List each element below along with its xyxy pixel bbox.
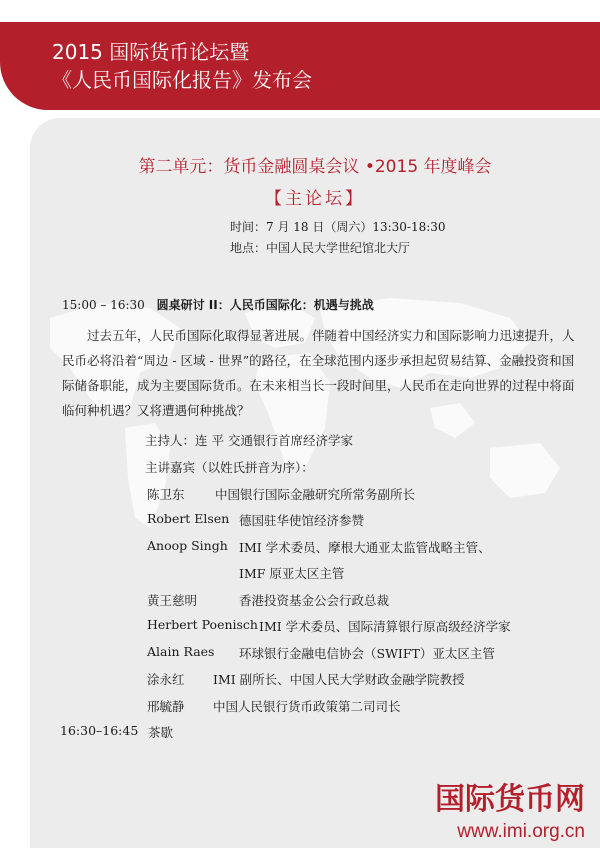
speaker-name: 陈卫东 xyxy=(147,487,185,502)
event-title-line1: 2015 国际货币论坛暨 xyxy=(52,40,250,64)
speakers-heading: 主讲嘉宾（以姓氏拼音为序）： xyxy=(145,460,314,475)
imi-logo xyxy=(420,775,590,845)
break-label: 茶歇 xyxy=(148,725,174,740)
speaker-role: 香港投资基金公会行政总裁 xyxy=(239,593,390,608)
page-header xyxy=(0,0,600,112)
forum-label: 【主论坛】 xyxy=(265,189,365,209)
speaker-role: IMF 原亚太区主管 xyxy=(239,566,345,581)
roundtable-time: 15:00 – 16:30 xyxy=(62,298,145,312)
roundtable-title: 圆桌研讨 II：人民币国际化：机遇与挑战 xyxy=(156,298,374,312)
event-title xyxy=(52,38,312,94)
session-location: 地点：中国人民大学世纪馆北大厅 xyxy=(230,241,411,255)
roundtable-description: 过去五年，人民币国际化取得显著进展。伴随着中国经济实力和国际影响力迅速提升，人民币必将沿着“周边 - 区域 - 世界”的路径，在全球范围内逐步承担起贸易结算、金融投资和国际储备职能，成为主要国际货币。在未来相当长一段时间里，人民币在走向世界的过程中将面临何种机遇？又将遭遇何种挑战？ xyxy=(62,328,575,418)
speaker-role: IMI 学术委员、摩根大通亚太监管战略主管、 xyxy=(239,540,491,555)
program-panel xyxy=(30,118,600,848)
speaker-name: 涂永红 xyxy=(147,672,185,687)
speaker-name: Anoop Singh xyxy=(147,538,228,553)
host-line: 主持人：连 平 交通银行首席经济学家 xyxy=(145,433,353,448)
speaker-role: IMI 学术委员、国际清算银行原高级经济学家 xyxy=(259,619,511,634)
roundtable-heading xyxy=(62,296,374,313)
speaker-name: 邢毓静 xyxy=(147,699,185,714)
speaker-name: 黄王慈明 xyxy=(147,593,198,608)
program-content xyxy=(30,118,600,848)
speaker-name: Herbert Poenisch xyxy=(147,617,258,632)
session-title: 第二单元：货币金融圆桌会议 •2015 年度峰会 xyxy=(138,157,492,177)
session-time: 时间：7 月 18 日（周六）13:30-18:30 xyxy=(230,220,446,234)
break-time: 16:30–16:45 xyxy=(60,723,139,738)
imi-logo-url: www.imi.org.cn xyxy=(457,821,585,842)
speaker-role: 德国驻华使馆经济参赞 xyxy=(239,513,365,528)
event-title-line2: 《人民币国际化报告》发布会 xyxy=(52,68,312,92)
imi-logo-text: 国际货币网 xyxy=(435,782,585,817)
speaker-role: IMI 副所长、中国人民大学财政金融学院教授 xyxy=(213,672,465,687)
speaker-role: 中国人民银行货币政策第二司司长 xyxy=(213,699,401,714)
speaker-name: Alain Raes xyxy=(147,644,215,659)
speaker-role: 中国银行国际金融研究所常务副所长 xyxy=(215,487,416,502)
speaker-role: 环球银行金融电信协会（SWIFT）亚太区主管 xyxy=(239,646,495,661)
speaker-name: Robert Elsen xyxy=(147,511,230,526)
